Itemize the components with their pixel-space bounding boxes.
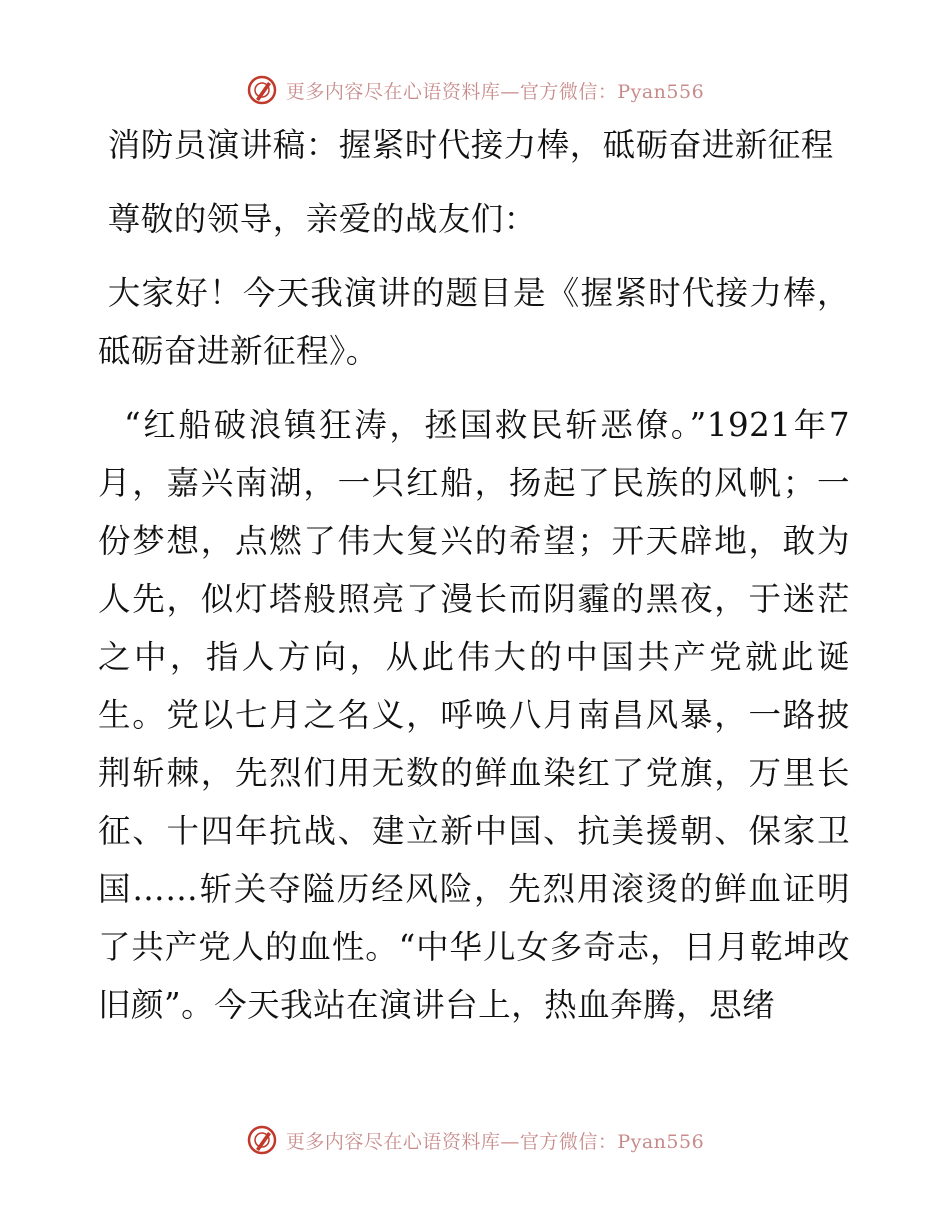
footer-watermark (0, 1120, 950, 1160)
watermark-text: 更多内容尽在心语资料库—官方微信：Pyan556 (285, 80, 705, 103)
greeting-line: 尊敬的领导，亲爱的战友们： (107, 200, 537, 238)
body-paragraph: “红船破浪镇狂涛，拯国救民斩恶僚。”1921年7月，嘉兴南湖，一只红船，扬起了民族的风帆；一份梦想，点燃了伟大复兴的希望；开天辟地，敢为人先，似灯塔般照亮了漫长而阴霾的黑夜，于迷茫之中，指人方向，从此伟大的中国共产党就此诞生。党以七月之名义，呼唤八月南昌风暴，一路披荆斩棘，先烈们用无数的鲜血染红了党旗，万里长征、十四年抗战、建立新中国、抗美援朝、保家卫国……斩关夺隘历经风险，先烈用滚烫的鲜血证明了共产党人的血性。“中华儿女多奇志，日月乾坤改旧颜”。今天我站在演讲台上，热血奔腾，思绪 (98, 406, 850, 1024)
intro-paragraph: 大家好！今天我演讲的题目是《握紧时代接力棒，砥砺奋进新征程》。 (98, 274, 850, 370)
watermark-text: 更多内容尽在心语资料库—官方微信：Pyan556 (285, 1130, 705, 1153)
document-title: 消防员演讲稿：握紧时代接力棒，砥砺奋进新征程 (107, 126, 834, 164)
pen-logo-icon (246, 1124, 278, 1156)
header-watermark (0, 70, 950, 110)
pen-logo-icon (246, 74, 278, 106)
document-body (98, 116, 850, 1034)
